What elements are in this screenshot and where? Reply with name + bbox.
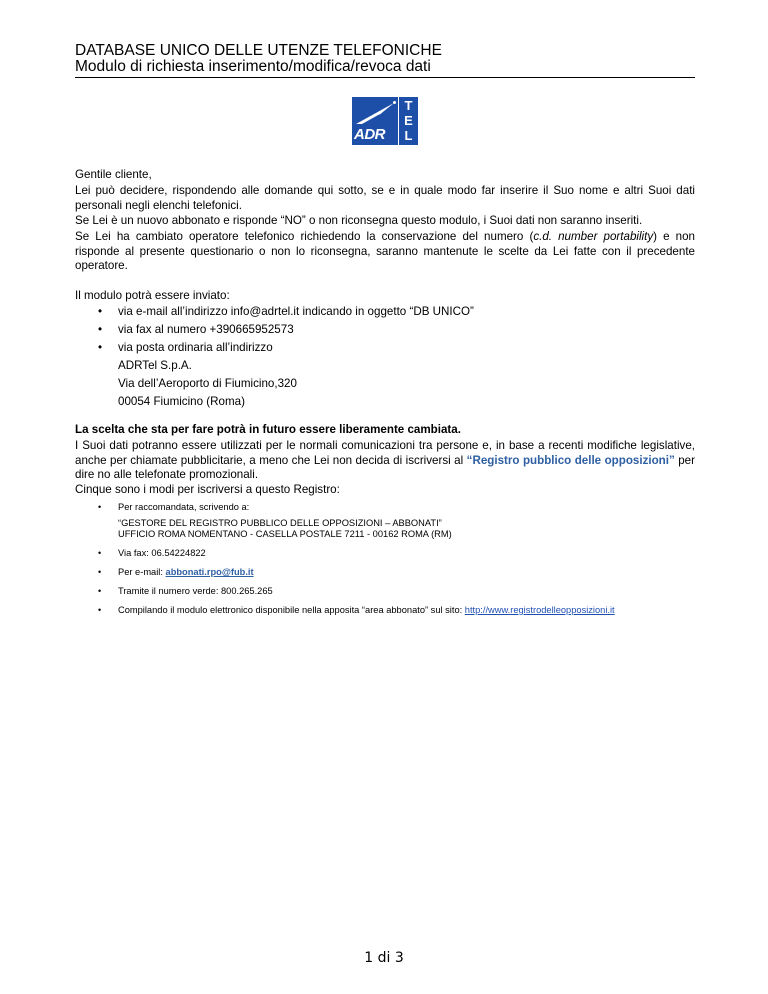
method-email bbox=[118, 567, 254, 579]
method-fax: Via fax: 06.54224822 bbox=[118, 548, 206, 558]
greeting: Gentile cliente, bbox=[75, 168, 152, 181]
address-line-street: Via dell’Aeroporto di Fiumicino,320 bbox=[118, 377, 297, 390]
logo-adr-block bbox=[352, 97, 398, 145]
method-website bbox=[118, 605, 615, 617]
logo-letter-l: L bbox=[404, 128, 413, 143]
address-line-city: 00054 Fiumicino (Roma) bbox=[118, 395, 245, 408]
bullet-icon: • bbox=[98, 605, 102, 615]
method-email-link[interactable]: abbonati.rpo@fub.it bbox=[165, 567, 254, 577]
registry-paragraph bbox=[75, 439, 695, 483]
adrtel-logo bbox=[352, 97, 418, 145]
intro-p3-italic: c.d. number portability bbox=[533, 230, 654, 243]
method-mail-address-1: “GESTORE DEL REGISTRO PUBBLICO DELLE OPPOSIZIONI – ABBONATI” bbox=[118, 518, 442, 528]
logo-letter-e: E bbox=[404, 113, 413, 128]
intro-paragraph-1: Lei può decidere, rispondendo alle domande qui sotto, se e in quale modo far inserire il Suo nome e altri Suoi dati personali negli elenchi telefonici. bbox=[75, 184, 695, 212]
bullet-icon: • bbox=[98, 567, 102, 577]
bullet-icon: • bbox=[98, 586, 102, 596]
intro-paragraph-2: Se Lei è un nuovo abbonato e risponde “NO” o non riconsegna questo modulo, i Suoi dati non saranno inseriti. bbox=[75, 214, 643, 227]
sending-item-fax: via fax al numero +390665952573 bbox=[118, 323, 294, 336]
bullet-icon: • bbox=[98, 502, 102, 512]
intro-paragraph-3 bbox=[75, 230, 695, 274]
method-website-link[interactable]: http://www.registrodelleopposizioni.it bbox=[464, 605, 615, 615]
logo-adr-text: ADR bbox=[354, 126, 385, 143]
registry-bold-statement: La scelta che sta per fare potrà in futuro essere liberamente cambiata. bbox=[75, 423, 461, 436]
bullet-icon: • bbox=[98, 341, 103, 354]
sending-item-post: via posta ordinaria all’indirizzo bbox=[118, 341, 273, 354]
bullet-icon: • bbox=[98, 548, 102, 558]
logo-letter-t: T bbox=[404, 98, 413, 113]
bullet-icon: • bbox=[98, 305, 103, 318]
method-website-label: Compilando il modulo elettronico disponibile nella apposita “area abbonato” sul sito: bbox=[118, 605, 465, 615]
document-title: DATABASE UNICO DELLE UTENZE TELEFONICHE bbox=[75, 42, 442, 59]
logo-tel-block bbox=[399, 97, 418, 145]
page-number: 1 di 3 bbox=[364, 950, 404, 966]
address-line-company: ADRTel S.p.A. bbox=[118, 359, 192, 372]
methods-label: Cinque sono i modi per iscriversi a questo Registro: bbox=[75, 483, 340, 496]
logo-dot bbox=[393, 101, 396, 104]
registry-p-start: I Suoi dati potranno essere utilizzati per le normali comunicazioni tra persone e, in base a recenti modifiche legislative, anche per chiamate pubblicitarie, a meno che Lei non decida di iscriversi al bbox=[75, 439, 695, 467]
method-mail-address-2: UFFICIO ROMA NOMENTANO - CASELLA POSTALE 7211 - 00162 ROMA (RM) bbox=[118, 529, 452, 539]
registry-name-highlight: “Registro pubblico delle opposizioni” bbox=[466, 453, 675, 467]
document-subtitle: Modulo di richiesta inserimento/modifica/revoca dati bbox=[75, 58, 431, 75]
sending-label: Il modulo potrà essere inviato: bbox=[75, 289, 230, 302]
method-phone: Tramite il numero verde: 800.265.265 bbox=[118, 586, 273, 596]
airplane-icon bbox=[354, 100, 398, 126]
intro-p3-start: Se Lei ha cambiato operatore telefonico richiedendo la conservazione del numero ( bbox=[75, 230, 534, 243]
intro-p3-end: ) e non risponde al presente questionario o non lo riconsegna, saranno mantenute le scelte da Lei fatte con il precedente operatore. bbox=[75, 230, 696, 272]
bullet-icon: • bbox=[98, 323, 103, 336]
registry-p-end: per dire no alle telefonate promozionali. bbox=[75, 453, 695, 481]
method-mail: Per raccomandata, scrivendo a: bbox=[118, 502, 250, 512]
header-divider bbox=[75, 77, 695, 78]
sending-item-email: via e-mail all’indirizzo info@adrtel.it indicando in oggetto “DB UNICO” bbox=[118, 305, 474, 318]
method-email-label: Per e-mail: bbox=[118, 567, 166, 577]
